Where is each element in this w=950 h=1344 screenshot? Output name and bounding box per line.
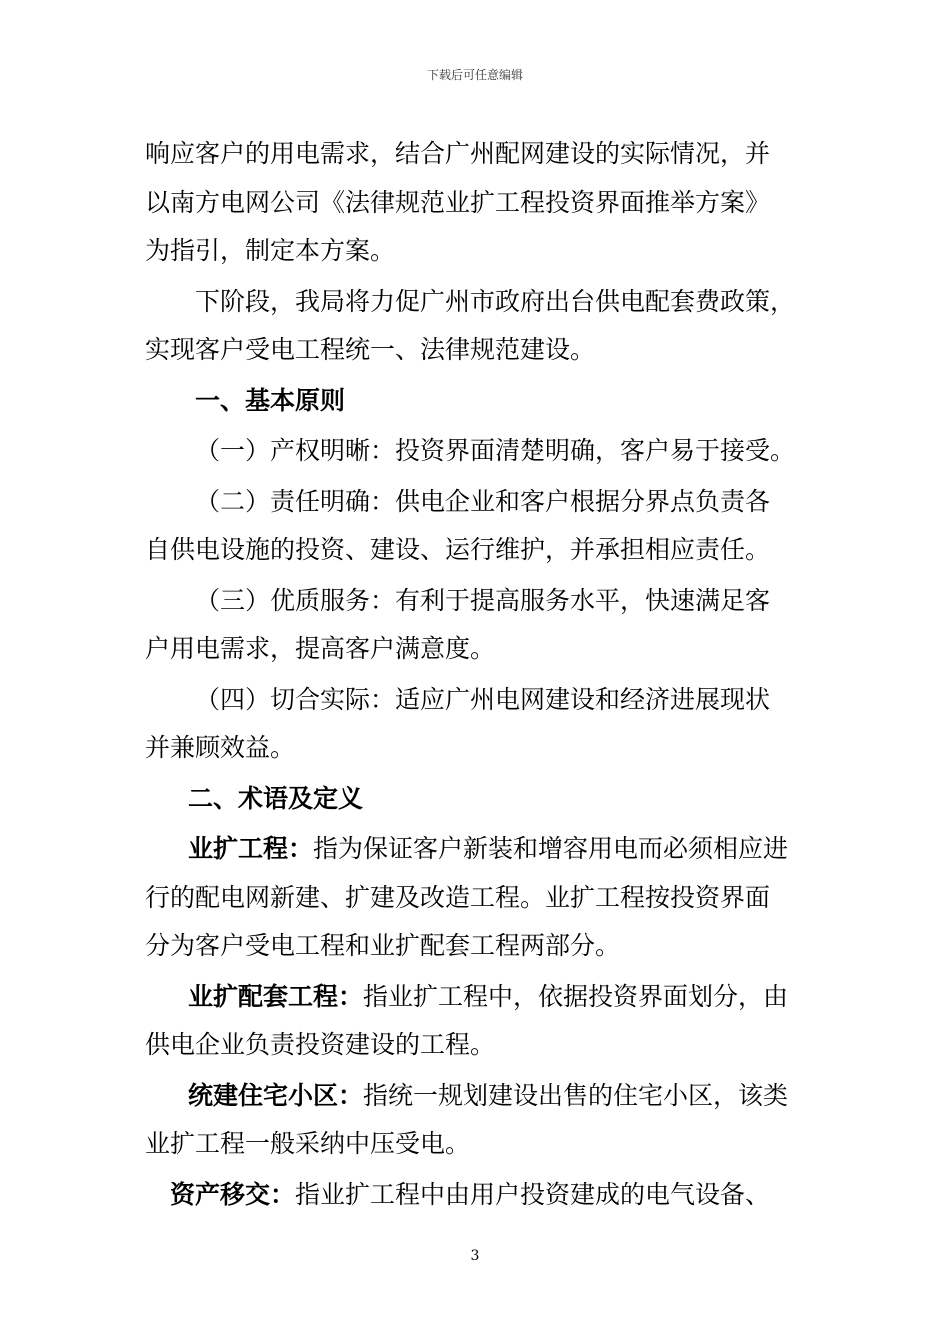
paragraph-line: 行的配电网新建、扩建及改造工程。业扩工程按投资界面 [145,882,771,912]
paragraph-line: （二）责任明确：供电企业和客户根据分界点负责各 [195,486,771,516]
definition-text: 指为保证客户新装和增容用电而必须相应进 [313,834,789,863]
paragraph-line: （三）优质服务：有利于提高服务水平，快速满足客 [195,585,771,615]
term-label: 业扩工程： [188,834,314,863]
paragraph-line: 响应客户的用电需求，结合广州配网建设的实际情况，并 [145,139,771,168]
page-header: 下载后可任意编辑 [426,68,523,82]
paragraph-line: 下阶段，我局将力促广州市政府出台供电配套费政策， [195,286,796,316]
definition-text: 指业扩工程中，依据投资界面划分，由 [363,981,789,1011]
paragraph-line: 供电企业负责投资建设的工程。 [145,1030,496,1059]
term-label: 业扩配套工程： [188,981,364,1011]
paragraph-line: 以南方电网公司《法律规范业扩工程投资界面推举方案》 [145,187,771,217]
section-heading: 二、术语及定义 [188,783,364,813]
definition-text: 指业扩工程中由用户投资建成的电气设备、 [295,1179,771,1209]
paragraph-line: （四）切合实际：适应广州电网建设和经济进展现状 [195,684,771,714]
paragraph-line: 实现客户受电工程统一、法律规范建设。 [145,335,596,364]
definition-line [145,1171,810,1220]
definition-line [145,1072,810,1121]
paragraph-line: 户用电需求，提高客户满意度。 [145,634,496,663]
document-body [145,130,810,1219]
definition-text: 指统一规划建设出售的住宅小区，该类 [363,1080,789,1110]
section-heading: 一、基本原则 [195,385,346,415]
paragraph-line: 为指引，制定本方案。 [145,236,396,265]
paragraph-line: 自供电设施的投资、建设、运行维护，并承担相应责任。 [145,535,771,564]
term-label: 统建住宅小区： [188,1080,364,1110]
definition-line [145,825,810,874]
paragraph-line: 并兼顾效益。 [145,733,296,762]
term-label: 资产移交： [170,1179,296,1209]
paragraph-line: 分为客户受电工程和业扩配套工程两部分。 [145,931,621,960]
paragraph-line: 业扩工程一般采纳中压受电。 [145,1129,471,1158]
paragraph-line: （一）产权明晰：投资界面清楚明确，客户易于接受。 [195,436,796,465]
definition-line [145,973,810,1022]
page-number: 3 [470,1248,480,1264]
